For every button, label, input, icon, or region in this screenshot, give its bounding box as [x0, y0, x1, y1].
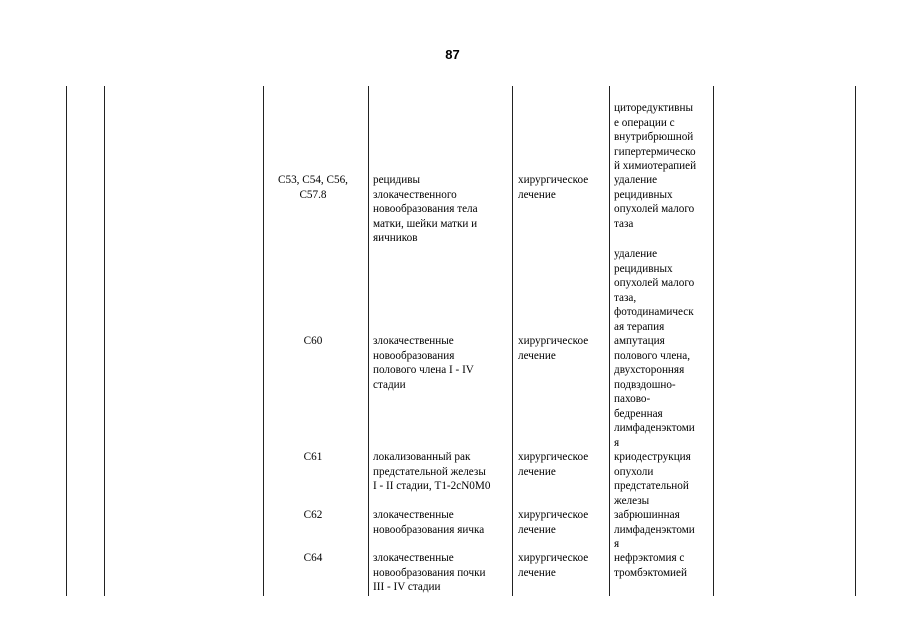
column-divider-1 [104, 86, 105, 596]
column-divider-4 [512, 86, 513, 596]
treatment-cell: хирургическое лечение [518, 451, 589, 478]
method-cell: удаление рецидивных опухолей малого таза, фотодинамическ ая терапия [614, 248, 695, 333]
diagnosis-cell: злокачественные новообразования яичка [373, 509, 485, 536]
treatment-cell: хирургическое лечение [518, 174, 589, 201]
code-cell: C61 [303, 451, 323, 463]
method-cell: ампутация полового члена, двухсторонняя подвздошно- пахово- бедренная лимфаденэктоми я [614, 335, 695, 449]
code-cell: C62 [303, 509, 323, 521]
diagnosis-cell: злокачественные новообразования почки III - IV стадии [373, 552, 486, 593]
treatment-cell: хирургическое лечение [518, 335, 589, 362]
method-cell: циторедуктивны е операции с внутрибрюшной гипертермическо й химиотерапией [614, 102, 697, 172]
code-cell: C53, C54, C56, C57.8 [278, 174, 348, 201]
diagnosis-cell: злокачественные новообразования полового члена I - IV стадии [373, 335, 474, 391]
column-divider-3 [368, 86, 369, 596]
method-cell: забрюшинная лимфаденэктоми я [614, 509, 695, 550]
table-border-left [66, 86, 67, 596]
method-cell: нефрэктомия с тромбэктомией [614, 552, 688, 579]
diagnosis-cell: локализованный рак предстательной железы I - II стадии, T1-2cN0M0 [373, 451, 491, 492]
table-border-right [855, 86, 856, 596]
code-cell: C60 [303, 335, 323, 347]
method-cell: удаление рецидивных опухолей малого таза [614, 174, 695, 230]
method-cell: криодеструкция опухоли предстательной железы [614, 451, 691, 507]
code-cell: C64 [303, 552, 323, 564]
column-divider-6 [713, 86, 714, 596]
page-number: 87 [445, 47, 460, 62]
column-divider-5 [609, 86, 610, 596]
column-divider-2 [263, 86, 264, 596]
diagnosis-cell: рецидивы злокачественного новообразования тела матки, шейки матки и яичников [373, 174, 478, 244]
treatment-cell: хирургическое лечение [518, 552, 589, 579]
treatment-cell: хирургическое лечение [518, 509, 589, 536]
